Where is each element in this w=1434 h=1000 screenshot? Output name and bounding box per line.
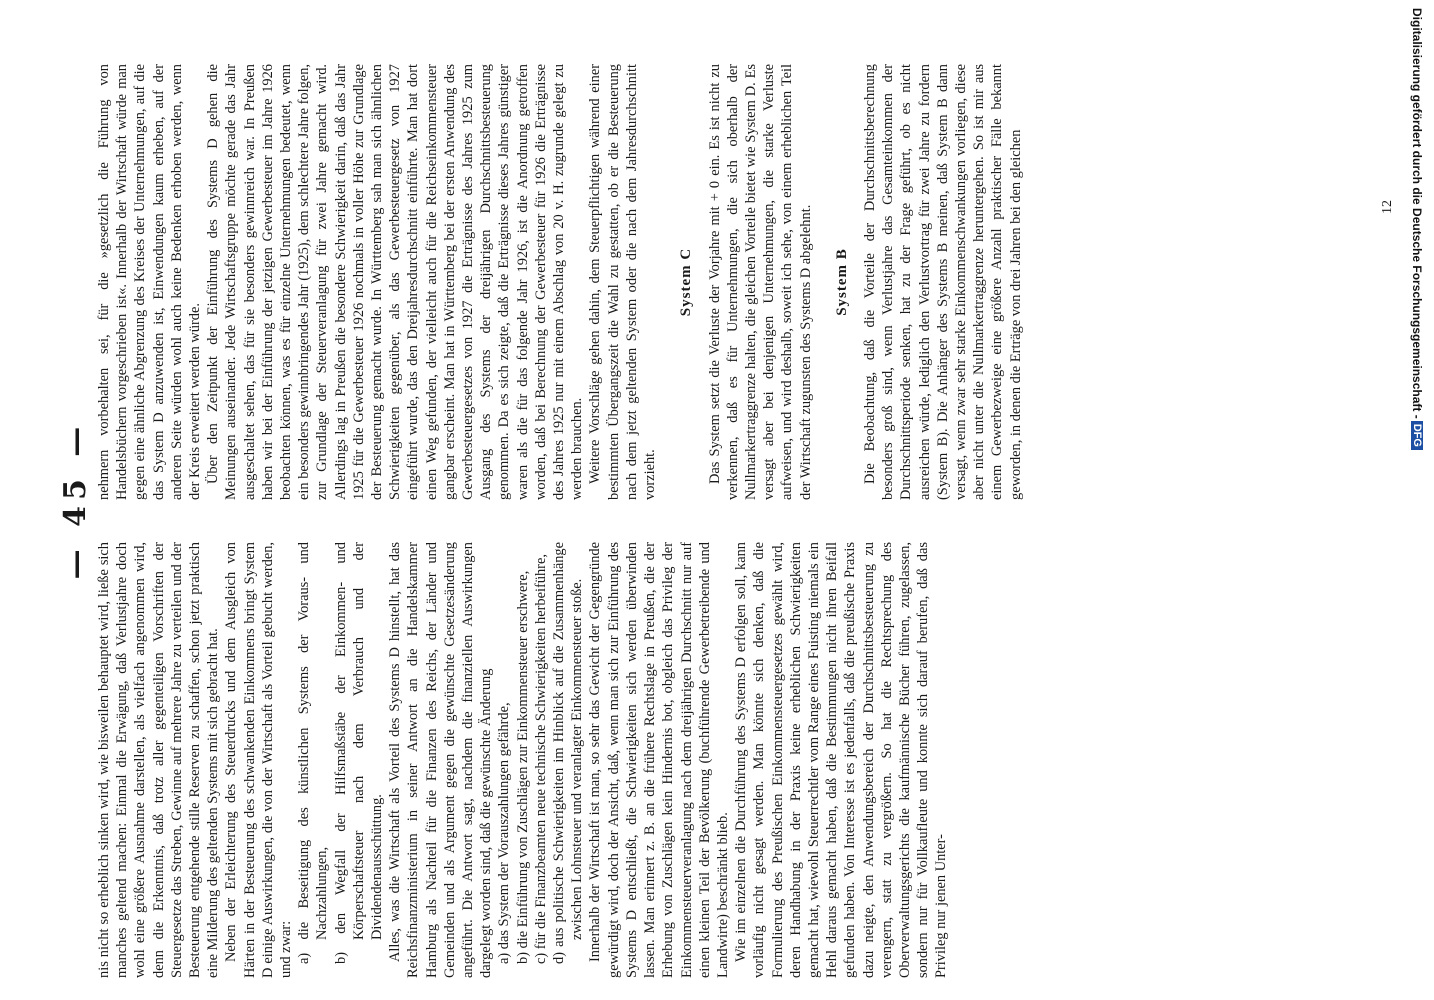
list-item: a) die Beseitigung des künstlichen Systems der Voraus- und Nachzahlungen, <box>296 542 331 964</box>
page-footer-number: 12 <box>1380 200 1395 214</box>
left-column <box>95 542 1354 978</box>
list-item: b) die Einführung von Zuschlägen zur Einkommensteuer erschwere, <box>514 570 531 964</box>
section-heading-system-c: System C <box>678 247 695 317</box>
list-item: d) aus politische Schwierigkeiten im Hinblick auf die Zusammenhänge zwischen Lohnsteuer und veranlagter Einkommensteuer stoße. <box>551 542 586 964</box>
paragraph: Das System setzt die Verluste der Vorjahre mit + 0 ein. Es ist nicht zu verkennen, daß es für Unternehmungen, die sich oberhalb der Nullmarkertraggrenze halten, die gleichen Vorteile bietet wie System D. Es versagt aber bei denjenigen Unternehmungen, die starke Verluste aufweisen, und wird deshalb, soweit ich sehe, von einem erheblichen Teil der Wirtschaft zugunsten des Systems D abgelehnt. <box>706 64 814 500</box>
credit-label: Digitalisierung gefördert durch die Deutsche Forschungsgemeinschaft - <box>1410 8 1424 419</box>
paragraph: Neben der Erleichterung des Steuerdrucks und dem Ausgleich von Härten in der Besteuerung des schwankenden Einkommens bringt System D einige Auswirkungen, die von der Wirtschaft als Vorteil gebucht werden, und zwar: <box>223 542 295 978</box>
paragraph: Innerhalb der Wirtschaft ist man, so sehr das Gewicht der Gegengründe gewürdigt wird, doch der Ansicht, daß, wenn man sich zur Einführung des Systems D entschließt, die Schwierigkeiten sich werden überwinden lassen. Man erinnert z. B. an die frühere Rechtslage in Preußen, die der Erhebung von Zuschlägen kein Hindernis bot, obgleich das Privileg der Einkommensteuerveranlagung nach dem dreijährigen Durchschnitt nur auf einen kleinen Teil der Bevölkerung (buchführende Gewerbetreibende und Landwirte) beschränkt blieb. <box>587 542 731 978</box>
section-heading-system-b: System B <box>833 248 850 316</box>
list-item: b) den Wegfall der Hilfsmaßstäbe der Einkommen- und Körperschaftsteuer nach dem Verbrauch und der Dividendenausschüttung. <box>332 542 386 964</box>
paragraph: Die Beobachtung, daß die Vorteile der Durchschnittsberechnung besonders groß sind, wenn Verlustjahre das Gesamteinkommen der Durchschnittsperiode senken, hat zu der Frage geführt, ob es nicht ausreichen würde, lediglich den Verlustvortrag für zwei Jahre zu fordern (System B). Die Anhänger des Systems B meinen, daß System B dann versagt, wenn zwar sehr starke Einkommenschwankungen vorliegen, diese aber nicht unter die Nullmarkertraggrenze heruntergehen. So ist mir aus einem Gewerbezweige eine größere Anzahl praktischer Fälle bekannt geworden, in denen die Erträge von drei Jahren bei den gleichen <box>861 64 1024 500</box>
paragraph: Wie im einzelnen die Durchführung des Systems D erfolgen soll, kann vorläufig nicht gesagt werden. Man könnte sich denken, daß die Formulierung des Preußischen Einkommensteuergesetzes gewählt wird, deren Handhabung in der Praxis keine erheblichen Schwierigkeiten gemacht hat, wiewohl Steuerrechtler vom Range eines Fuisting niemals ein Hehl daraus gemacht haben, daß die Bestimmungen nicht ihren Beifall gefunden haben. Von Interesse ist es jedenfalls, daß die preußische Praxis dazu neigte, den Anwendungsbereich der Durchschnittsbesteuerung zu verengern, statt zu vergrößern. So hat die Rechtsprechung des Oberverwaltungsgerichts die kaufmännische Bücher führen, zugelassen, sondern nur für Vollkaufleute und konnte sich darauf berufen, daß das Privileg nur jenen Unter- <box>733 542 950 978</box>
list-item: a) das System der Vorauszahlungen gefährde, <box>496 702 513 964</box>
dfg-logo: DFG <box>1411 421 1423 450</box>
digitization-credit-bar <box>1400 0 1434 1000</box>
paragraph: Alles, was die Wirtschaft als Vorteil des Systems D hinstellt, hat das Reichsfinanzministerium in seiner Antwort an die Handelskammer Hamburg als Nachteil für die Finanzen des Reichs, der Länder und Gemeinden und als Argument gegen die gewünschte Gesetzesänderung angeführt. Die Antwort sagt, nachdem die finanziellen Auswirkungen dargelegt worden sind, daß die gewünschte Änderung <box>387 542 495 978</box>
credit-text <box>1400 0 1434 1000</box>
paragraph: nehmern vorbehalten sei, für die »gesetzlich die Führung von Handelsbüchern vorgeschrieben ist«. Innerhalb der Wirtschaft würde man gegen eine ähnliche Abgrenzung des Kreises der Unternehmungen, auf die das System D anzuwenden ist, Einwendungen kaum erheben, auf der anderen Seite würden wohl auch keine Bedenken erhoben werden, wenn der Kreis erweitert werden würde. <box>96 64 204 500</box>
paragraph: Über den Zeitpunkt der Einführung des Systems D gehen die Meinungen auseinander. Jede Wirtschaftsgruppe möchte gerade das Jahr ausgeschaltet sehen, das für sie besonders gewinnreich war. In Preußen haben wir bei der Einführung der jetzigen Gewerbesteuer im Jahre 1926 beobachten können, was es für einzelne Unternehmungen bedeutet, wenn ein besonders gewinnbringendes Jahr (1925), dem schlechtere Jahre folgen, zur Grundlage der Steuerveranlagung für zwei Jahre gemacht wird. Allerdings lag in Preußen die besondere Schwierigkeit darin, daß das Jahr 1925 für die Gewerbesteuer 1926 nochmals in voller Höhe zur Grundlage der Besteuerung gemacht wurde. In Württemberg sah man sich ähnlichen Schwierigkeiten gegenüber, als das Gewerbesteuergesetz von 1927 eingeführt wurde, das den Dreijahresdurchschnitt einführte. Man hat dort einen Weg gefunden, der vielleicht auch für die Reichseinkommensteuer gangbar erscheint. Man hat in Württemberg bei der ersten Anwendung des Gewerbesteuergesetzes von 1927 die Erträgnisse des Jahres 1925 zum Ausgang des Systems der dreijährigen Durchschnittsbesteuerung genommen. Da es sich zeigte, daß die Erträgnisse dieses Jahres günstiger waren als die für das folgende Jahr 1926, ist die Anordnung getroffen worden, daß bei Berechnung der Gewerbesteuer für 1926 die Erträgnisse des Jahres 1925 nur mit einem Abschlag von 20 v. H. zugrunde gelegt zu werden brauchen. <box>205 64 586 500</box>
page-header: — 45 — <box>58 420 93 580</box>
paragraph: nis nicht so erheblich sinken wird, wie bisweilen behauptet wird, ließe sich manches geltend machen: Einmal die Erwägung, daß Verlustjahre doch wohl eine größere Ausnahme darstellen, als vielfach angenommen wird, denn die Erkenntnis, daß trotz aller gegenteiligen Vorschriften der Steuergesetze das Streben, Gewinne auf mehrere Jahre zu verteilen und der Besteuerung entgehende stille Reserven zu schaffen, schon jetzt praktisch eine Milderung des geltenden Systems mit sich gebracht hat. <box>96 542 222 978</box>
list-item: c) für die Finanzbeamten neue technische Schwierigkeiten herbeiführe, <box>532 554 549 964</box>
right-column <box>95 64 1354 500</box>
paragraph: Weitere Vorschläge gehen dahin, dem Steuerpflichtigen während einer bestimmten Übergangszeit die Wahl zu gestatten, ob er die Besteuerung nach dem jetzt geltenden System oder die nach dem Jahresdurchschnitt vorzieht. <box>587 64 659 500</box>
